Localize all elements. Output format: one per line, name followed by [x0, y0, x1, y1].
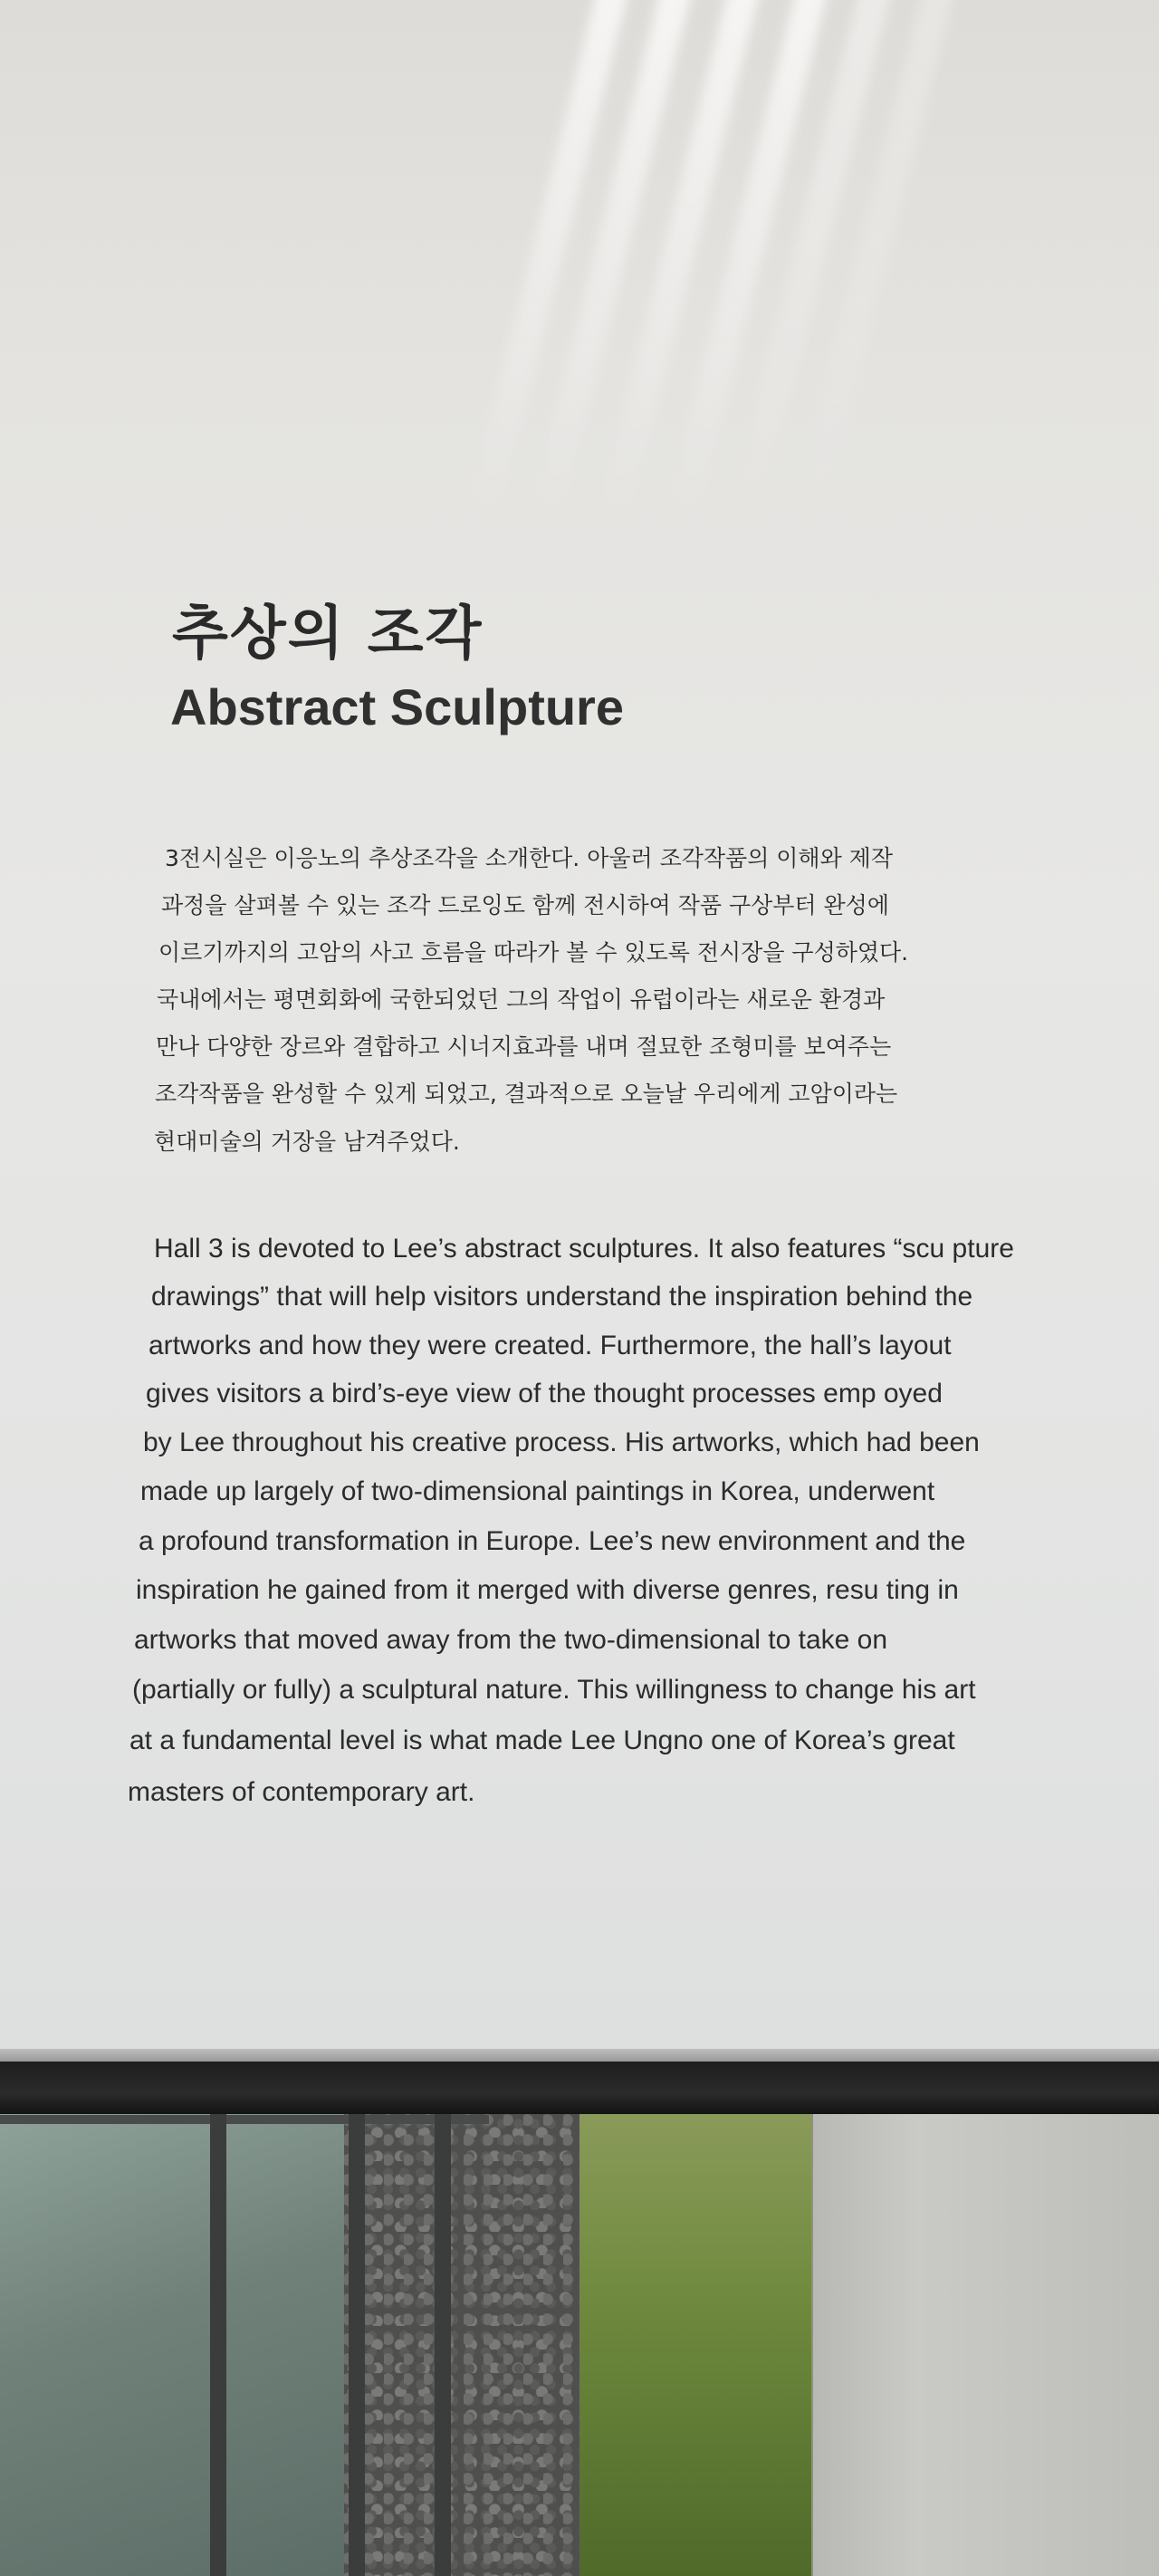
- paragraph-line: Hall 3 is devoted to Lee’s abstract sculptures. It also features “scu pture: [154, 1234, 1014, 1264]
- paragraph-line: (partially or fully) a sculptural nature. This willingness to change his art: [132, 1675, 976, 1705]
- panel-bottom-edge: [0, 2049, 1159, 2062]
- window-frame: [435, 2114, 451, 2576]
- paragraph-line: at a fundamental level is what made Lee Ungno one of Korea’s great: [129, 1725, 955, 1755]
- paragraph-line: drawings” that will help visitors understand the inspiration behind the: [151, 1282, 973, 1312]
- grass-patch: [580, 2114, 815, 2576]
- paragraph-line: a profound transformation in Europe. Lee’s new environment and the: [139, 1526, 966, 1556]
- paragraph-line: 이르기까지의 고암의 사고 흐름을 따라가 볼 수 있도록 전시장을 구성하였다.: [158, 939, 909, 966]
- paragraph-line: 현대미술의 거장을 남겨주었다.: [154, 1129, 460, 1155]
- gravel-path: [344, 2114, 598, 2576]
- paragraph-line: 국내에서는 평면회화에 국한되었던 그의 작업이 유럽이라는 새로운 환경과: [157, 986, 886, 1013]
- window-sill: [0, 2115, 489, 2124]
- paragraph-line: 3전시실은 이응노의 추상조각을 소개한다. 아울러 조각작품의 이해와 제작: [165, 845, 893, 871]
- window-frame: [349, 2114, 365, 2576]
- paragraph-line: artworks that moved away from the two-dimensional to take on: [134, 1625, 888, 1655]
- paragraph-line: artworks and how they were created. Furthermore, the hall’s layout: [148, 1331, 952, 1360]
- paragraph-line: masters of contemporary art.: [128, 1777, 475, 1807]
- paragraph-line: 조각작품을 완성할 수 있게 되었고, 결과적으로 오늘날 우리에게 고암이라는: [155, 1081, 898, 1107]
- title-english: Abstract Sculpture: [170, 678, 624, 735]
- concrete-pillar: [813, 2114, 1159, 2576]
- title-korean: 추상의 조각: [172, 601, 484, 668]
- paragraph-line: 만나 다양한 장르와 결합하고 시너지효과를 내며 절묘한 조형미를 보여주는: [156, 1033, 892, 1060]
- window-frame: [210, 2114, 226, 2576]
- paragraph-line: inspiration he gained from it merged with diverse genres, resu ting in: [136, 1575, 959, 1605]
- paragraph-line: made up largely of two-dimensional paintings in Korea, underwent: [140, 1476, 935, 1506]
- paragraph-line: by Lee throughout his creative process. His artworks, which had been: [143, 1427, 980, 1457]
- hanging-rail: [0, 2062, 1159, 2114]
- paragraph-line: gives visitors a bird’s-eye view of the thought processes emp oyed: [146, 1379, 943, 1408]
- paragraph-line: 과정을 살펴볼 수 있는 조각 드로잉도 함께 전시하여 작품 구상부터 완성에: [161, 892, 889, 918]
